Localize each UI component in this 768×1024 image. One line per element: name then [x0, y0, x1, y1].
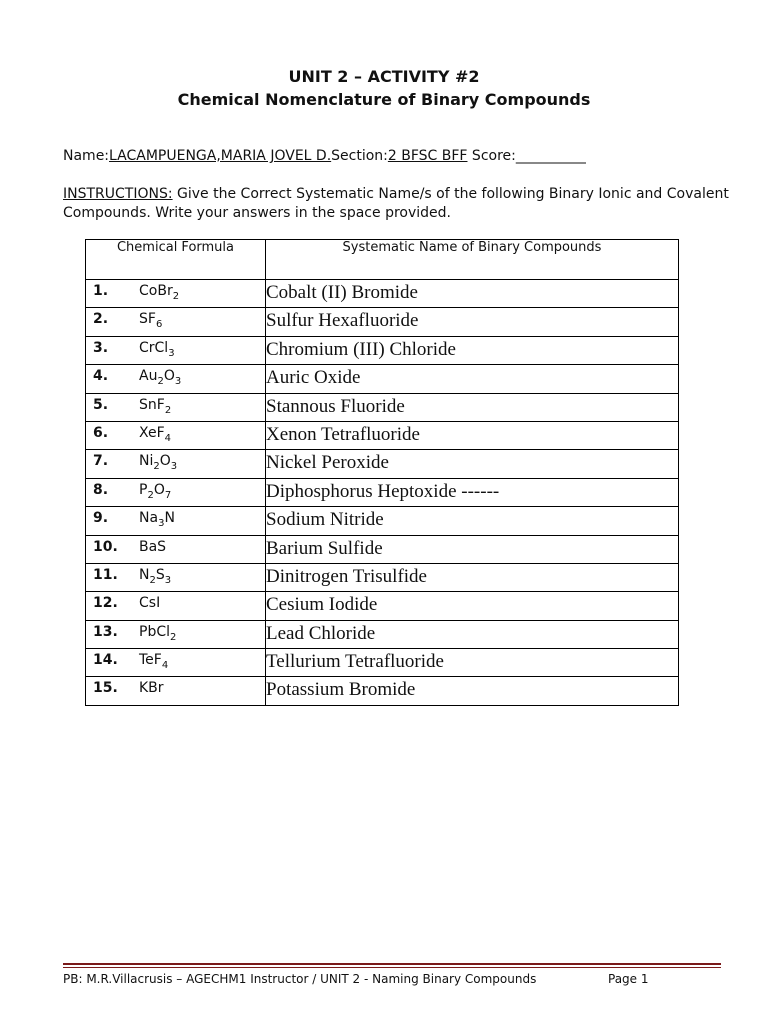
table-row — [86, 620, 679, 648]
name-value: LACAMPUENGA,MARIA JOVEL D. — [109, 148, 332, 164]
chemical-formula: $P_2O_7$ — [139, 481, 172, 501]
table-row — [86, 507, 679, 535]
item-number: 12. — [93, 595, 118, 612]
systematic-name: Dinitrogen Trisulfide — [266, 563, 679, 591]
item-number: 5. — [93, 396, 109, 413]
item-number: 7. — [93, 453, 109, 470]
chemical-formula: XeF$_4$ — [139, 424, 172, 444]
systematic-name: Cobalt (II) Bromide — [266, 280, 679, 308]
item-number: 4. — [93, 368, 109, 385]
item-number: 15. — [93, 680, 118, 697]
formula-cell — [86, 280, 266, 308]
page-number: Page 1 — [608, 972, 649, 986]
table-row — [86, 563, 679, 591]
table-row — [86, 280, 679, 308]
chemical-formula: CrCl$_3$ — [139, 339, 175, 359]
item-number: 10. — [93, 538, 118, 555]
page-subtitle: Chemical Nomenclature of Binary Compounds — [177, 90, 591, 109]
chemical-formula: $N_2S_3$ — [139, 566, 172, 586]
formula-cell — [86, 308, 266, 336]
systematic-name: Diphosphorus Heptoxide ------ — [266, 478, 679, 506]
footer-rule-thin — [63, 967, 721, 968]
item-number: 8. — [93, 481, 109, 498]
instructions — [63, 185, 733, 223]
chemical-formula: $SF_6$ — [139, 311, 163, 331]
section-value: 2 BFSC BFF — [387, 148, 468, 164]
column-header-name: Systematic Name of Binary Compounds — [266, 240, 679, 280]
column-header-formula: Chemical Formula — [86, 240, 266, 280]
formula-cell — [86, 365, 266, 393]
systematic-name: Cesium Iodide — [266, 592, 679, 620]
table-row — [86, 365, 679, 393]
formula-cell — [86, 535, 266, 563]
chemical-formula: BaS — [139, 538, 167, 555]
formula-cell — [86, 336, 266, 364]
table-row — [86, 478, 679, 506]
table-row — [86, 308, 679, 336]
formula-cell — [86, 421, 266, 449]
formula-cell — [86, 620, 266, 648]
instructions-heading: INSTRUCTIONS: — [63, 186, 173, 202]
page-title: UNIT 2 – ACTIVITY #2 — [288, 67, 480, 86]
table-header-row — [86, 240, 679, 280]
systematic-name: Chromium (III) Chloride — [266, 336, 679, 364]
chemical-formula: $Na_3N$ — [139, 510, 175, 529]
formula-cell — [86, 450, 266, 478]
score-blank: __________ — [515, 148, 586, 164]
name-label: Name: — [63, 148, 110, 164]
formula-cell — [86, 393, 266, 421]
formula-cell — [86, 677, 266, 705]
systematic-name: Sodium Nitride — [266, 507, 679, 535]
footer-text: PB: M.R.Villacrusis – AGECHM1 Instructor / UNIT 2 - Naming Binary Compounds — [63, 972, 537, 986]
formula-cell — [86, 478, 266, 506]
table-row — [86, 535, 679, 563]
student-info-line — [63, 148, 586, 164]
table-row — [86, 649, 679, 677]
formula-cell — [86, 649, 266, 677]
systematic-name: Potassium Bromide — [266, 677, 679, 705]
systematic-name: Barium Sulfide — [266, 535, 679, 563]
systematic-name: Tellurium Tetrafluoride — [266, 649, 679, 677]
chemical-formula: PbCl$_2$ — [139, 623, 177, 643]
instructions-text: Give the Correct Systematic Name/s of the following Binary Ionic and Covalent Compounds. Write your answers in the space provided. — [63, 186, 729, 221]
item-number: 14. — [93, 652, 118, 669]
item-number: 11. — [93, 566, 118, 583]
chemical-formula: $Au_2O_3$ — [139, 368, 182, 387]
table-row — [86, 421, 679, 449]
formula-cell — [86, 507, 266, 535]
item-number: 9. — [93, 510, 109, 527]
formula-cell — [86, 592, 266, 620]
systematic-name: Stannous Fluoride — [266, 393, 679, 421]
table-row — [86, 592, 679, 620]
systematic-name: Auric Oxide — [266, 365, 679, 393]
formula-cell — [86, 563, 266, 591]
systematic-name: Xenon Tetrafluoride — [266, 421, 679, 449]
systematic-name: Lead Chloride — [266, 620, 679, 648]
section-label: Section: — [331, 148, 388, 164]
item-number: 1. — [93, 283, 109, 299]
table-row — [86, 677, 679, 705]
chemical-formula: SnF$_2$ — [139, 396, 172, 416]
chemical-formula: CsI — [139, 595, 161, 612]
table-row — [86, 336, 679, 364]
systematic-name: Nickel Peroxide — [266, 450, 679, 478]
item-number: 3. — [93, 339, 109, 356]
score-label: Score: — [467, 148, 516, 164]
chemical-formula: CoBr$_2$ — [139, 283, 180, 302]
item-number: 2. — [93, 311, 109, 328]
systematic-name: Sulfur Hexafluoride — [266, 308, 679, 336]
item-number: 13. — [93, 623, 118, 640]
chemical-formula: TeF$_4$ — [139, 652, 169, 671]
chemical-formula: KBr — [139, 680, 164, 697]
footer-rule — [63, 963, 721, 965]
answer-table — [85, 239, 679, 706]
chemical-formula: $Ni_2O_3$ — [139, 453, 178, 473]
table-row — [86, 450, 679, 478]
item-number: 6. — [93, 424, 109, 441]
table-row — [86, 393, 679, 421]
